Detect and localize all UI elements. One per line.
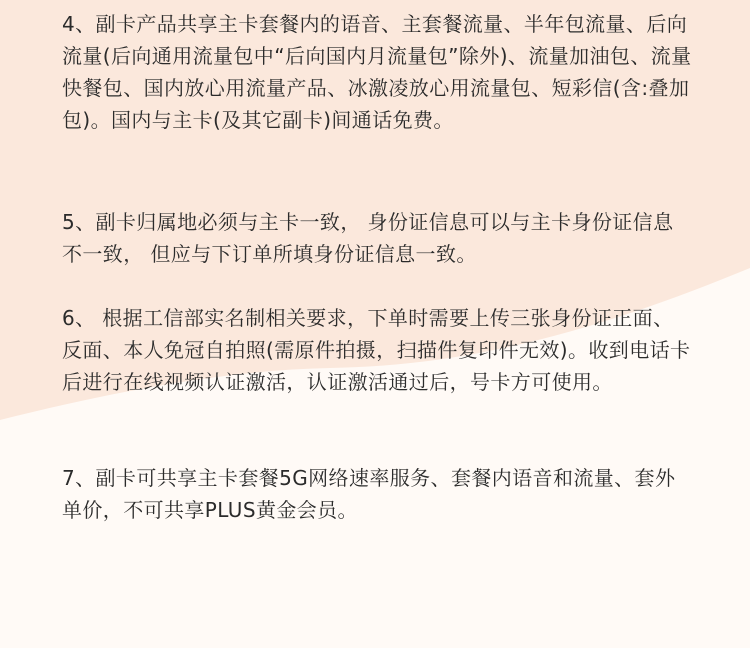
note-item-6: 6、 根据工信部实名制相关要求，下单时需要上传三张身份证正面、反面、本人免冠自拍照(需原件拍摄，扫描件复印件无效)。收到电话卡后进行在线视频认证激活，认证激活通过后，号卡方可使用。 xyxy=(62,306,691,394)
note-item-5: 5、副卡归属地必须与主卡一致， 身份证信息可以与主卡身份证信息不一致， 但应与下订单所填身份证信息一致。 xyxy=(62,210,674,266)
note-item-4: 4、副卡产品共享主卡套餐内的语音、主套餐流量、半年包流量、后向流量(后向通用流量包中“后向国内月流量包”除外)、流量加油包、流量快餐包、国内放心用流量产品、冰激凌放心用流量包、短彩信(含:叠加包)。国内与主卡(及其它副卡)间通话免费。 xyxy=(62,12,692,132)
note-item-7: 7、副卡可共享主卡套餐5G网络速率服务、套餐内语音和流量、套外单价，不可共享PLUS黄金会员。 xyxy=(62,466,676,522)
